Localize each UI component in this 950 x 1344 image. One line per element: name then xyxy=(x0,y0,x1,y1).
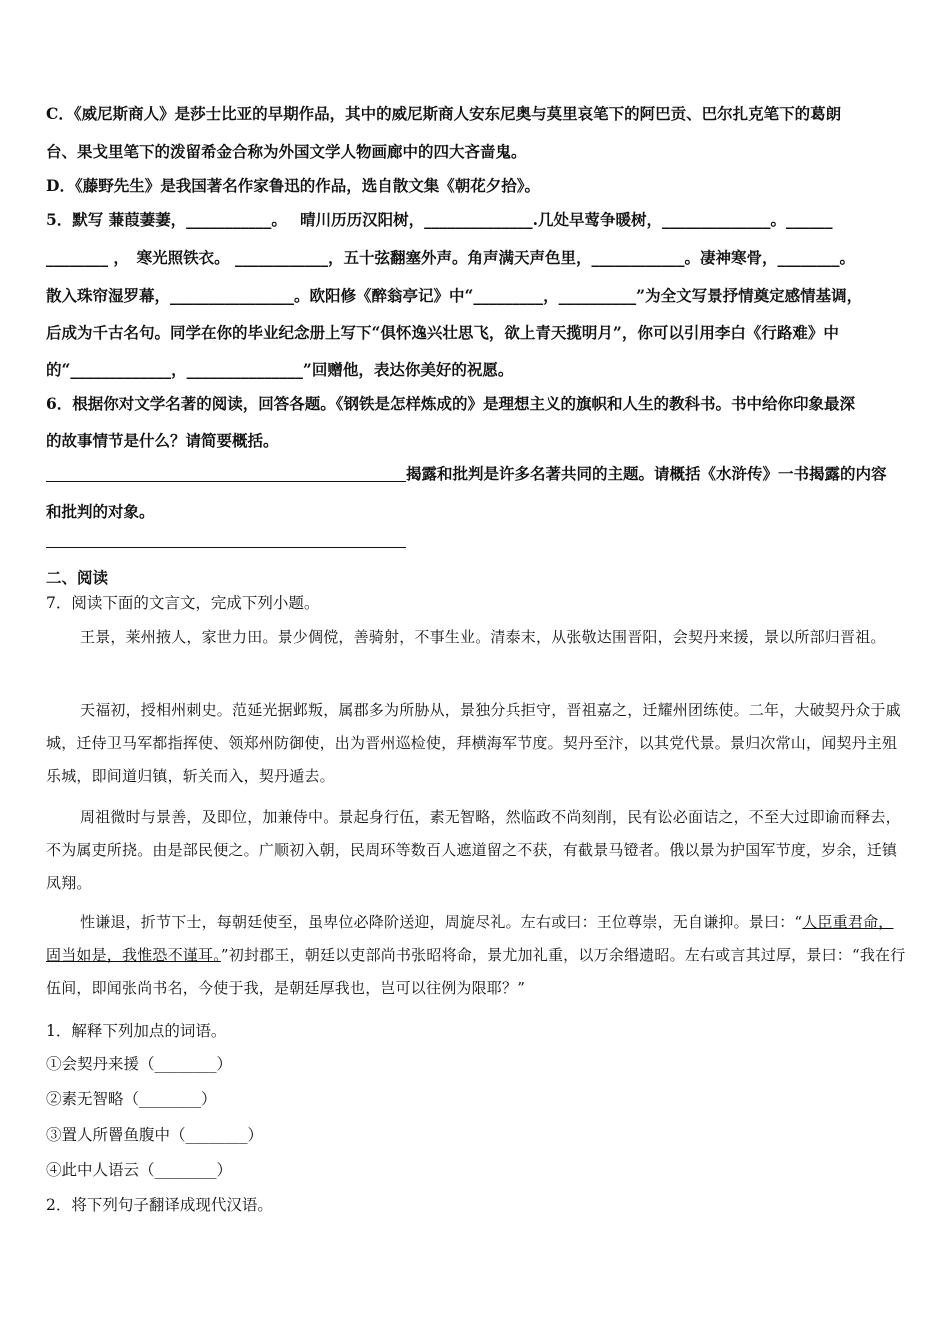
option-d-line: D．《藤野先生》是我国著名作家鲁迅的作品，选自散文集《朝花夕拾》。 xyxy=(46,176,540,195)
answer-line-1 xyxy=(46,481,406,482)
option-c-line2: 台、果戈里笔下的泼留希金合称为外国文学人物画廊中的四大吝啬鬼。 xyxy=(46,142,527,161)
q5-line3: 散入珠帘湿罗幕，________________。欧阳修《醉翁亭记》中“_________，__________”为全文写景抒情奠定感情基调， xyxy=(46,286,863,305)
sub2-title: 2．将下列句子翻译成现代汉语。 xyxy=(46,1196,273,1214)
q5-line1: 5．默写 蒹葭萋萋，___________。 晴川历历汉阳树，______________.几处早莺争暖树，______________。______ xyxy=(46,210,833,229)
classical-paragraph-1: 王景，莱州掖人，家世力田。景少倜傥，善骑射，不事生业。清泰末，从张敬达围晋阳，会契丹来援，景以所部归晋祖。 xyxy=(80,628,886,646)
p4-underlined-sentence: 人臣重君命，固当如是，我惟恐不谨耳。 xyxy=(46,913,894,964)
q5-line5: 的“_____________，_______________”回赠他，表达你美好的祝愿。 xyxy=(46,360,514,379)
q6-line3: 揭露和批判是许多名著共同的主题。请概括《水浒传》一书揭露的内容 xyxy=(406,464,887,483)
classical-paragraph-3: 周祖微时与景善，及即位，加兼侍中。景起身行伍，素无智略，然临政不尚刻削，民有讼必面诘之，不至大过即谕而释去，不为属吏所挠。由是部民便之。广顺初入朝，民周环等数百人遮道留之不获，有截景马镫者。俄以景为护国军节度，岁余，迁镇凤翔。 xyxy=(46,808,901,892)
p4-text-b: ”初封郡王，朝廷以吏部尚书张昭将命，景尤加礼重，以万余缗遗昭。左右或言其过厚，景曰：“我在行伍间，即闻张尚书名，今使于我，是朝廷厚我也，岂可以往例为限耶？” xyxy=(46,946,906,997)
classical-paragraph-2: 天福初，授相州刺史。范延光据邺叛，属郡多为所胁从，景独分兵拒守，晋祖嘉之，迁耀州团练使。二年，大破契丹众于戚城，迁侍卫马军都指挥使、领郑州防御使，出为晋州巡检使，拜横海军节度。契丹至汴，以其党代景。景归次常山，闻契丹主殂乐城，即间道归镇，斩关而入，契丹遁去。 xyxy=(46,701,901,785)
p4-text-a: 性谦退，折节下士，每朝廷使至，虽卑位必降阶送迎，周旋尽礼。左右或曰：王位尊崇，无自谦抑。景曰：“ xyxy=(80,913,803,931)
sub1-item-4: ④此中人语云（________） xyxy=(46,1161,233,1179)
q5-line2: ________ ， 寒光照铁衣。 ____________，五十弦翻塞外声。角声满天声色里，____________。凄神寒骨，________。 xyxy=(46,248,856,267)
q6-line4: 和批判的对象。 xyxy=(46,502,155,521)
sub1-title: 1．解释下列加点的词语。 xyxy=(46,1022,227,1040)
option-c-line1: C．《威尼斯商人》是莎士比亚的早期作品，其中的威尼斯商人安东尼奥与莫里哀笔下的阿巴贡、巴尔扎克笔下的葛朗 xyxy=(46,104,842,123)
q6-line2: 的故事情节是什么？请简要概括。 xyxy=(46,431,279,450)
sub1-item-1: ①会契丹来援（________） xyxy=(46,1055,233,1073)
classical-paragraph-4 xyxy=(46,906,906,1005)
sub1-item-3: ③置人所罾鱼腹中（________） xyxy=(46,1126,264,1144)
q5-line4: 后成为千古名句。同学在你的毕业纪念册上写下“俱怀逸兴壮思飞，欲上青天揽明月”，你可以引用李白《行路难》中 xyxy=(46,323,839,342)
answer-line-2 xyxy=(46,547,406,548)
sub1-item-2: ②素无智略（________） xyxy=(46,1090,217,1108)
q6-line1: 6．根据你对文学名著的阅读，回答各题。《钢铁是怎样炼成的》是理想主义的旗帜和人生的教科书。书中给你印象最深 xyxy=(46,394,856,413)
q7-intro: 7．阅读下面的文言文，完成下列小题。 xyxy=(46,594,320,612)
section-heading: 二、阅读 xyxy=(46,568,109,587)
